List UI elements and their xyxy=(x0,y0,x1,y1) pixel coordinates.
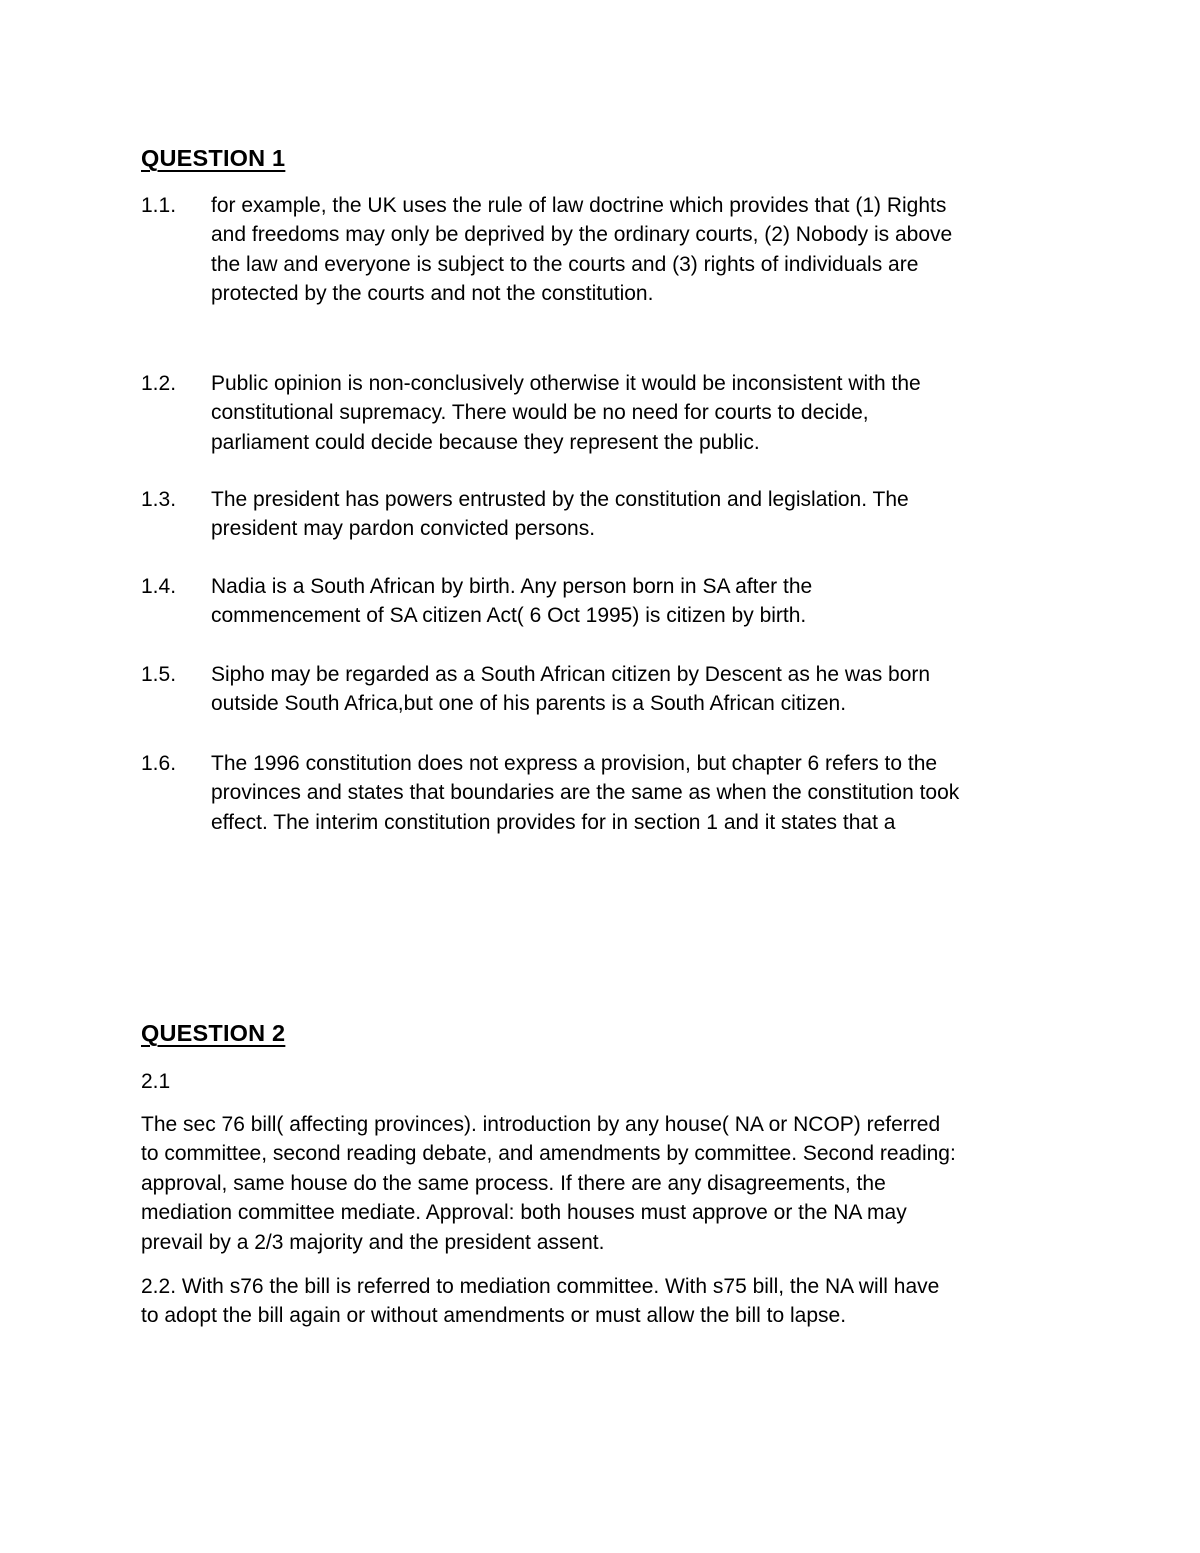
text-line: mediation committee mediate. Approval: both houses must approve or the NA may xyxy=(141,1201,907,1225)
text-line: to adopt the bill again or without amendments or must allow the bill to lapse. xyxy=(141,1304,847,1328)
text-line: parliament could decide because they represent the public. xyxy=(211,430,760,454)
item-number: 1.3. xyxy=(141,488,177,511)
text-line: approval, same house do the same process. If there are any disagreements, the xyxy=(141,1171,886,1195)
text-line: the law and everyone is subject to the courts and (3) rights of individuals are xyxy=(211,252,919,276)
item-text xyxy=(211,660,1071,719)
answer-2-1-paragraph xyxy=(141,1110,1071,1257)
item-text xyxy=(211,749,1071,837)
text-line: The sec 76 bill( affecting provinces). introduction by any house( NA or NCOP) referred xyxy=(141,1113,941,1136)
text-line: president may pardon convicted persons. xyxy=(211,517,596,541)
item-number: 1.6. xyxy=(141,752,177,775)
text-line: outside South Africa,but one of his parents is a South African citizen. xyxy=(211,692,847,716)
text-line: 2.2. With s76 the bill is referred to mediation committee. With s75 bill, the NA will have xyxy=(141,1275,940,1298)
item-number: 1.5. xyxy=(141,663,177,686)
text-line: effect. The interim constitution provides for in section 1 and it states that a xyxy=(211,810,896,834)
item-number: 1.4. xyxy=(141,575,177,598)
text-line: prevail by a 2/3 majority and the president assent. xyxy=(141,1230,605,1254)
text-line: constitutional supremacy. There would be no need for courts to decide, xyxy=(211,401,869,425)
item-text xyxy=(211,191,1071,309)
text-line: The 1996 constitution does not express a provision, but chapter 6 refers to the xyxy=(211,752,938,775)
text-line: Sipho may be regarded as a South African citizen by Descent as he was born xyxy=(211,663,931,686)
item-number: 1.2. xyxy=(141,372,177,395)
text-line: commencement of SA citizen Act( 6 Oct 1995) is citizen by birth. xyxy=(211,604,807,628)
text-line: and freedoms may only be deprived by the ordinary courts, (2) Nobody is above xyxy=(211,223,953,247)
text-line: to committee, second reading debate, and amendments by committee. Second reading: xyxy=(141,1142,956,1166)
text-line: provinces and states that boundaries are the same as when the constitution took xyxy=(211,781,960,805)
text-line: Nadia is a South African by birth. Any person born in SA after the xyxy=(211,575,813,598)
text-line: The president has powers entrusted by the constitution and legislation. The xyxy=(211,488,909,511)
question-2-heading: QUESTION 2 xyxy=(141,1020,286,1046)
text-line: protected by the courts and not the constitution. xyxy=(211,282,654,306)
item-text xyxy=(211,572,1071,631)
item-text xyxy=(211,485,1071,544)
item-text xyxy=(211,369,1071,457)
text-line: for example, the UK uses the rule of law doctrine which provides that (1) Rights xyxy=(211,194,947,217)
answer-2-1-label: 2.1 xyxy=(141,1070,171,1093)
question-1-heading: QUESTION 1 xyxy=(141,145,286,171)
answer-2-2-paragraph xyxy=(141,1272,1071,1331)
item-number: 1.1. xyxy=(141,194,177,217)
text-line: Public opinion is non-conclusively otherwise it would be inconsistent with the xyxy=(211,372,921,395)
